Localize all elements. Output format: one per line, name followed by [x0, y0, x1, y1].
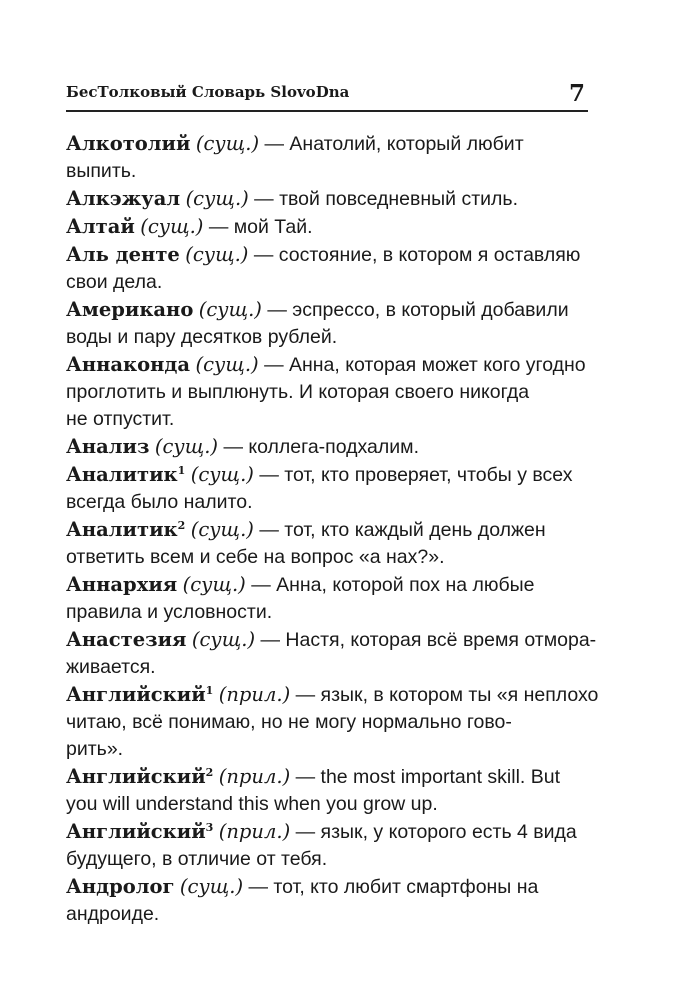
entry-term: Аналитик: [66, 518, 178, 541]
part-of-speech: (сущ.): [195, 132, 260, 155]
term-index: 1: [177, 464, 186, 477]
definition-text: андроиде.: [66, 903, 160, 925]
entry-line: [66, 185, 588, 213]
entry-line: [66, 489, 588, 516]
definition-text: — мой Тай.: [208, 216, 313, 238]
dictionary-entry: [66, 241, 588, 296]
entry-line: [66, 130, 588, 158]
entry-line: [66, 791, 588, 818]
dictionary-entry: [66, 185, 588, 213]
part-of-speech: (сущ.): [182, 573, 246, 596]
entry-term: Алкотолий: [66, 132, 191, 155]
dictionary-entry: [66, 296, 588, 351]
entry-line: [66, 379, 588, 406]
part-of-speech: (сущ.): [190, 463, 254, 486]
part-of-speech: (сущ.): [185, 243, 249, 266]
entry-term: Алтай: [66, 215, 135, 238]
entry-line: [66, 654, 588, 681]
definition-text: — тот, кто любит смартфоны на: [248, 876, 539, 898]
page-number: 7: [568, 80, 585, 107]
entry-term: Аль денте: [66, 243, 180, 266]
part-of-speech: (прил.): [218, 820, 291, 843]
entry-line: [66, 681, 599, 709]
definition-text: живается.: [66, 656, 156, 678]
definition-text: — язык, в котором ты «я неплохо: [295, 684, 599, 706]
definition-text: рить».: [66, 738, 124, 760]
dictionary-entry: [66, 818, 588, 873]
entry-line: [66, 241, 588, 269]
entry-line: [66, 873, 588, 901]
entry-line: [66, 213, 588, 241]
part-of-speech: (сущ.): [140, 215, 204, 238]
entry-term: Андролог: [66, 875, 175, 898]
entry-term: Анастезия: [66, 628, 187, 651]
term-index: 2: [205, 766, 214, 779]
entry-line: [66, 351, 588, 379]
entry-term: Американо: [66, 298, 194, 321]
entry-term: Аннархия: [66, 573, 178, 596]
definition-text: — Анатолий, который любит: [264, 133, 524, 155]
definition-text: — тот, кто каждый день должен: [259, 519, 546, 541]
definition-text: читаю, всё понимаю, но не могу нормально гово-: [66, 711, 512, 733]
definition-text: не отпустит.: [66, 408, 175, 430]
dictionary-entry: [66, 516, 588, 571]
part-of-speech: (сущ.): [198, 298, 262, 321]
part-of-speech: (прил.): [218, 683, 291, 706]
term-index: 2: [177, 519, 186, 532]
entry-line: [66, 846, 588, 873]
entry-term: Алкэжуал: [66, 187, 181, 210]
term-index: 1: [205, 684, 214, 697]
definition-text: — Анна, которой пох на любые: [251, 574, 535, 596]
entry-line: [66, 763, 588, 791]
definition-text: — Настя, которая всё время отмора-: [260, 629, 597, 651]
entry-line: [66, 516, 588, 544]
entry-line: [66, 571, 588, 599]
part-of-speech: (сущ.): [195, 353, 259, 376]
entry-line: [66, 599, 588, 626]
entry-term: Аналитик: [66, 463, 178, 486]
dictionary-entry: [66, 873, 588, 928]
entry-line: [66, 544, 588, 571]
dictionary-entry: [66, 130, 588, 185]
definition-text: выпить.: [66, 160, 137, 182]
dictionary-entry: [66, 681, 599, 763]
entry-term: Аннаконда: [66, 353, 191, 376]
entry-line: [66, 158, 588, 185]
part-of-speech: (сущ.): [179, 875, 244, 898]
book-title: БесТолковый Словарь SlovoDna: [66, 83, 350, 101]
definition-text: ответить всем и себе на вопрос «а нах?».: [66, 546, 445, 568]
entry-line: [66, 406, 588, 433]
part-of-speech: (сущ.): [190, 518, 254, 541]
dictionary-entry: [66, 433, 588, 461]
dictionary-entry: [66, 626, 597, 681]
definition-text: — тот, кто проверяет, чтобы у всех: [259, 464, 573, 486]
definition-text: — состояние, в котором я оставляю: [253, 244, 581, 266]
entry-line: [66, 709, 588, 736]
definition-text: you will understand this when you grow up.: [66, 793, 438, 815]
entry-line: [66, 461, 588, 489]
definition-text: всегда было налито.: [66, 491, 253, 513]
definition-text: — the most important skill. But: [295, 766, 561, 788]
dictionary-entry: [66, 461, 588, 516]
definition-text: — эспрессо, в который добавили: [267, 299, 569, 321]
entry-line: [66, 818, 588, 846]
definition-text: будущего, в отличие от тебя.: [66, 848, 328, 870]
dictionary-entry: [66, 351, 588, 433]
dictionary-entry: [66, 213, 588, 241]
part-of-speech: (сущ.): [154, 435, 219, 458]
part-of-speech: (прил.): [218, 765, 291, 788]
entry-line: [66, 901, 588, 928]
entry-line: [66, 433, 588, 461]
definition-text: — коллега-подхалим.: [223, 436, 420, 458]
definition-text: — язык, у которого есть 4 вида: [295, 821, 577, 843]
definition-text: — твой повседневный стиль.: [254, 188, 519, 210]
entry-term: Английский: [66, 820, 206, 843]
dictionary-entry: [66, 571, 588, 626]
dictionary-entries: [66, 130, 599, 928]
definition-text: — Анна, которая может кого угодно: [264, 354, 586, 376]
definition-text: свои дела.: [66, 271, 163, 293]
dictionary-entry: [66, 763, 588, 818]
definition-text: правила и условности.: [66, 601, 273, 623]
part-of-speech: (сущ.): [191, 628, 256, 651]
entry-term: Английский: [66, 765, 206, 788]
term-index: 3: [205, 821, 214, 834]
running-header: [66, 80, 588, 112]
entry-term: Английский: [66, 683, 206, 706]
definition-text: проглотить и выплюнуть. И которая своего никогда: [66, 381, 530, 403]
entry-line: [66, 626, 597, 654]
part-of-speech: (сущ.): [185, 187, 249, 210]
entry-line: [66, 324, 588, 351]
entry-line: [66, 736, 588, 763]
entry-line: [66, 269, 588, 296]
definition-text: воды и пару десятков рублей.: [66, 326, 338, 348]
entry-term: Анализ: [66, 435, 150, 458]
entry-line: [66, 296, 588, 324]
